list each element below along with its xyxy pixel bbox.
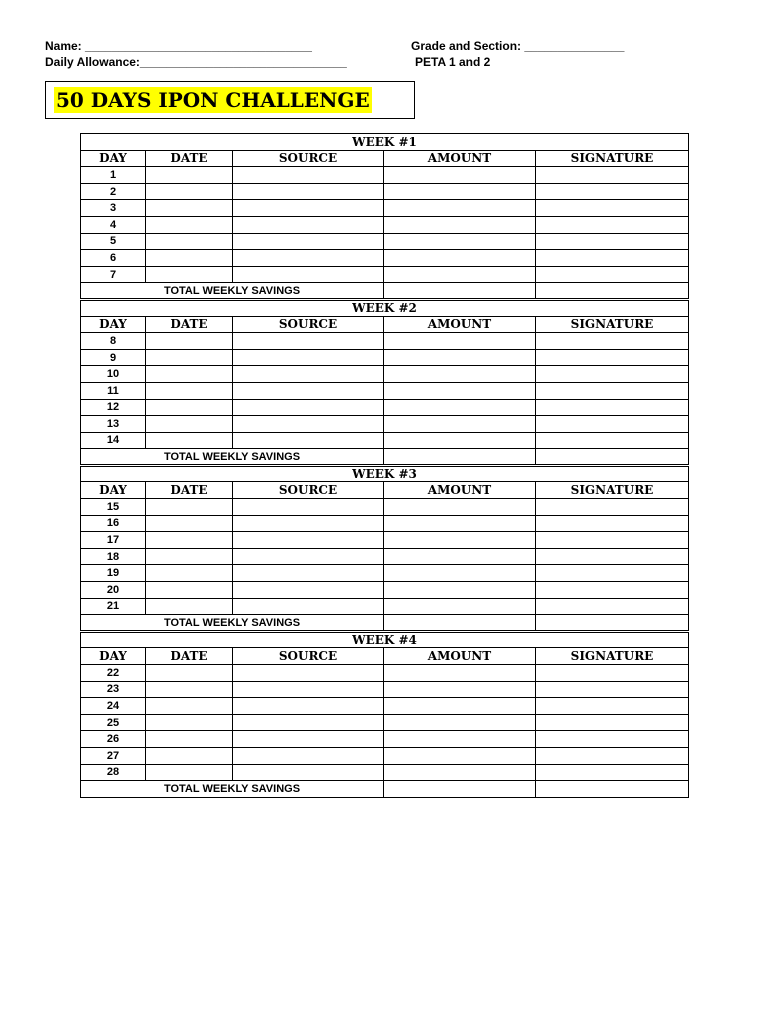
amount-cell[interactable] [384, 582, 536, 599]
signature-cell[interactable] [536, 382, 689, 399]
table-row [81, 349, 689, 366]
source-cell[interactable] [233, 250, 384, 267]
source-cell[interactable] [233, 681, 384, 698]
day-number: 14 [81, 432, 146, 449]
day-number: 4 [81, 216, 146, 233]
date-cell[interactable] [146, 216, 233, 233]
date-cell[interactable] [146, 582, 233, 599]
amount-cell[interactable] [384, 681, 536, 698]
date-cell[interactable] [146, 548, 233, 565]
day-number: 27 [81, 747, 146, 764]
day-number: 16 [81, 515, 146, 532]
amount-cell[interactable] [384, 233, 536, 250]
table-row [81, 598, 689, 615]
week-header-row [81, 299, 689, 316]
total-weekly-savings-row [81, 615, 689, 632]
week-title: WEEK #3 [81, 465, 689, 482]
amount-cell[interactable] [384, 565, 536, 582]
day-number: 7 [81, 266, 146, 283]
column-header-source: SOURCE [233, 316, 384, 333]
column-header-source: SOURCE [233, 150, 384, 167]
day-number: 26 [81, 731, 146, 748]
day-number: 28 [81, 764, 146, 781]
day-number: 8 [81, 333, 146, 350]
total-signature-cell[interactable] [536, 781, 689, 798]
table-row [81, 515, 689, 532]
date-cell[interactable] [146, 747, 233, 764]
source-cell[interactable] [233, 416, 384, 433]
signature-cell[interactable] [536, 714, 689, 731]
column-header-row [81, 482, 689, 499]
table-row [81, 233, 689, 250]
table-row [81, 665, 689, 682]
source-cell[interactable] [233, 515, 384, 532]
date-cell[interactable] [146, 532, 233, 549]
source-cell[interactable] [233, 499, 384, 516]
daily-allowance-field-label: Daily Allowance:_______________________________ [45, 55, 347, 69]
day-number: 15 [81, 499, 146, 516]
total-weekly-savings-label: TOTAL WEEKLY SAVINGS [81, 615, 384, 632]
signature-cell[interactable] [536, 167, 689, 184]
column-header-day: DAY [81, 648, 146, 665]
amount-cell[interactable] [384, 499, 536, 516]
day-number: 11 [81, 382, 146, 399]
date-cell[interactable] [146, 333, 233, 350]
date-cell[interactable] [146, 598, 233, 615]
total-signature-cell[interactable] [536, 283, 689, 300]
total-weekly-savings-label: TOTAL WEEKLY SAVINGS [81, 449, 384, 466]
table-row [81, 499, 689, 516]
table-row [81, 216, 689, 233]
day-number: 3 [81, 200, 146, 217]
source-cell[interactable] [233, 349, 384, 366]
table-row [81, 366, 689, 383]
source-cell[interactable] [233, 714, 384, 731]
source-cell[interactable] [233, 382, 384, 399]
day-number: 12 [81, 399, 146, 416]
table-row [81, 200, 689, 217]
amount-cell[interactable] [384, 183, 536, 200]
date-cell[interactable] [146, 349, 233, 366]
source-cell[interactable] [233, 548, 384, 565]
signature-cell[interactable] [536, 582, 689, 599]
date-cell[interactable] [146, 399, 233, 416]
day-number: 10 [81, 366, 146, 383]
source-cell[interactable] [233, 167, 384, 184]
amount-cell[interactable] [384, 216, 536, 233]
table-row [81, 548, 689, 565]
total-signature-cell[interactable] [536, 615, 689, 632]
date-cell[interactable] [146, 764, 233, 781]
date-cell[interactable] [146, 499, 233, 516]
total-signature-cell[interactable] [536, 449, 689, 466]
total-weekly-savings-row [81, 449, 689, 466]
date-cell[interactable] [146, 665, 233, 682]
column-header-source: SOURCE [233, 648, 384, 665]
signature-cell[interactable] [536, 200, 689, 217]
column-header-day: DAY [81, 482, 146, 499]
title-box [45, 81, 415, 119]
week-header-row [81, 631, 689, 648]
total-weekly-savings-label: TOTAL WEEKLY SAVINGS [81, 781, 384, 798]
grade-section-field-label: Grade and Section: _______________ [411, 39, 625, 53]
week-title: WEEK #4 [81, 631, 689, 648]
source-cell[interactable] [233, 399, 384, 416]
column-header-day: DAY [81, 150, 146, 167]
amount-cell[interactable] [384, 167, 536, 184]
source-cell[interactable] [233, 432, 384, 449]
column-header-signature: SIGNATURE [536, 316, 689, 333]
day-number: 17 [81, 532, 146, 549]
amount-cell[interactable] [384, 200, 536, 217]
amount-cell[interactable] [384, 747, 536, 764]
name-field-label: Name: __________________________________ [45, 39, 312, 53]
day-number: 23 [81, 681, 146, 698]
column-header-date: DATE [146, 648, 233, 665]
signature-cell[interactable] [536, 665, 689, 682]
signature-cell[interactable] [536, 233, 689, 250]
source-cell[interactable] [233, 216, 384, 233]
date-cell[interactable] [146, 681, 233, 698]
column-header-amount: AMOUNT [384, 150, 536, 167]
signature-cell[interactable] [536, 349, 689, 366]
date-cell[interactable] [146, 183, 233, 200]
source-cell[interactable] [233, 233, 384, 250]
column-header-signature: SIGNATURE [536, 648, 689, 665]
week-title: WEEK #1 [81, 134, 689, 151]
signature-cell[interactable] [536, 565, 689, 582]
week-header-row [81, 134, 689, 151]
column-header-date: DATE [146, 150, 233, 167]
source-cell[interactable] [233, 582, 384, 599]
signature-cell[interactable] [536, 731, 689, 748]
signature-cell[interactable] [536, 548, 689, 565]
amount-cell[interactable] [384, 382, 536, 399]
source-cell[interactable] [233, 747, 384, 764]
amount-cell[interactable] [384, 548, 536, 565]
signature-cell[interactable] [536, 183, 689, 200]
day-number: 24 [81, 698, 146, 715]
signature-cell[interactable] [536, 416, 689, 433]
amount-cell[interactable] [384, 731, 536, 748]
amount-cell[interactable] [384, 598, 536, 615]
table-row [81, 183, 689, 200]
source-cell[interactable] [233, 200, 384, 217]
total-amount-cell[interactable] [384, 283, 536, 300]
amount-cell[interactable] [384, 266, 536, 283]
signature-cell[interactable] [536, 681, 689, 698]
total-weekly-savings-label: TOTAL WEEKLY SAVINGS [81, 283, 384, 300]
table-row [81, 532, 689, 549]
table-row [81, 714, 689, 731]
source-cell[interactable] [233, 598, 384, 615]
column-header-day: DAY [81, 316, 146, 333]
table-row [81, 731, 689, 748]
signature-cell[interactable] [536, 698, 689, 715]
date-cell[interactable] [146, 250, 233, 267]
source-cell[interactable] [233, 565, 384, 582]
week-header-row [81, 465, 689, 482]
amount-cell[interactable] [384, 714, 536, 731]
signature-cell[interactable] [536, 399, 689, 416]
table-row [81, 399, 689, 416]
page-title: 50 DAYS IPON CHALLENGE [56, 88, 370, 112]
table-row [81, 250, 689, 267]
signature-cell[interactable] [536, 366, 689, 383]
total-amount-cell[interactable] [384, 781, 536, 798]
column-header-signature: SIGNATURE [536, 482, 689, 499]
signature-cell[interactable] [536, 499, 689, 516]
column-header-date: DATE [146, 316, 233, 333]
table-row [81, 432, 689, 449]
day-number: 18 [81, 548, 146, 565]
source-cell[interactable] [233, 366, 384, 383]
column-header-date: DATE [146, 482, 233, 499]
day-number: 19 [81, 565, 146, 582]
amount-cell[interactable] [384, 333, 536, 350]
day-number: 6 [81, 250, 146, 267]
table-row [81, 266, 689, 283]
source-cell[interactable] [233, 183, 384, 200]
source-cell[interactable] [233, 731, 384, 748]
total-weekly-savings-row [81, 283, 689, 300]
day-number: 9 [81, 349, 146, 366]
source-cell[interactable] [233, 764, 384, 781]
date-cell[interactable] [146, 515, 233, 532]
total-amount-cell[interactable] [384, 449, 536, 466]
day-number: 13 [81, 416, 146, 433]
date-cell[interactable] [146, 266, 233, 283]
table-row [81, 565, 689, 582]
column-header-row [81, 316, 689, 333]
signature-cell[interactable] [536, 532, 689, 549]
date-cell[interactable] [146, 366, 233, 383]
table-row [81, 167, 689, 184]
amount-cell[interactable] [384, 399, 536, 416]
amount-cell[interactable] [384, 698, 536, 715]
table-row [81, 698, 689, 715]
signature-cell[interactable] [536, 764, 689, 781]
amount-cell[interactable] [384, 764, 536, 781]
column-header-amount: AMOUNT [384, 316, 536, 333]
amount-cell[interactable] [384, 349, 536, 366]
signature-cell[interactable] [536, 432, 689, 449]
amount-cell[interactable] [384, 532, 536, 549]
date-cell[interactable] [146, 698, 233, 715]
table-row [81, 582, 689, 599]
table-row [81, 764, 689, 781]
amount-cell[interactable] [384, 366, 536, 383]
week-title: WEEK #2 [81, 299, 689, 316]
table-row [81, 681, 689, 698]
day-number: 21 [81, 598, 146, 615]
savings-table [80, 133, 689, 798]
date-cell[interactable] [146, 565, 233, 582]
signature-cell[interactable] [536, 747, 689, 764]
source-cell[interactable] [233, 266, 384, 283]
date-cell[interactable] [146, 714, 233, 731]
day-number: 25 [81, 714, 146, 731]
table-row [81, 333, 689, 350]
table-row [81, 747, 689, 764]
source-cell[interactable] [233, 665, 384, 682]
table-row [81, 416, 689, 433]
date-cell[interactable] [146, 233, 233, 250]
source-cell[interactable] [233, 698, 384, 715]
source-cell[interactable] [233, 333, 384, 350]
column-header-source: SOURCE [233, 482, 384, 499]
amount-cell[interactable] [384, 515, 536, 532]
date-cell[interactable] [146, 731, 233, 748]
signature-cell[interactable] [536, 266, 689, 283]
day-number: 2 [81, 183, 146, 200]
signature-cell[interactable] [536, 250, 689, 267]
signature-cell[interactable] [536, 333, 689, 350]
date-cell[interactable] [146, 200, 233, 217]
date-cell[interactable] [146, 416, 233, 433]
day-number: 22 [81, 665, 146, 682]
day-number: 20 [81, 582, 146, 599]
signature-cell[interactable] [536, 598, 689, 615]
amount-cell[interactable] [384, 250, 536, 267]
day-number: 1 [81, 167, 146, 184]
column-header-row [81, 648, 689, 665]
date-cell[interactable] [146, 382, 233, 399]
amount-cell[interactable] [384, 665, 536, 682]
date-cell[interactable] [146, 167, 233, 184]
source-cell[interactable] [233, 532, 384, 549]
day-number: 5 [81, 233, 146, 250]
amount-cell[interactable] [384, 416, 536, 433]
total-amount-cell[interactable] [384, 615, 536, 632]
table-row [81, 382, 689, 399]
column-header-amount: AMOUNT [384, 482, 536, 499]
column-header-row [81, 150, 689, 167]
signature-cell[interactable] [536, 515, 689, 532]
column-header-amount: AMOUNT [384, 648, 536, 665]
amount-cell[interactable] [384, 432, 536, 449]
peta-label: PETA 1 and 2 [415, 55, 491, 69]
column-header-signature: SIGNATURE [536, 150, 689, 167]
date-cell[interactable] [146, 432, 233, 449]
signature-cell[interactable] [536, 216, 689, 233]
total-weekly-savings-row [81, 781, 689, 798]
